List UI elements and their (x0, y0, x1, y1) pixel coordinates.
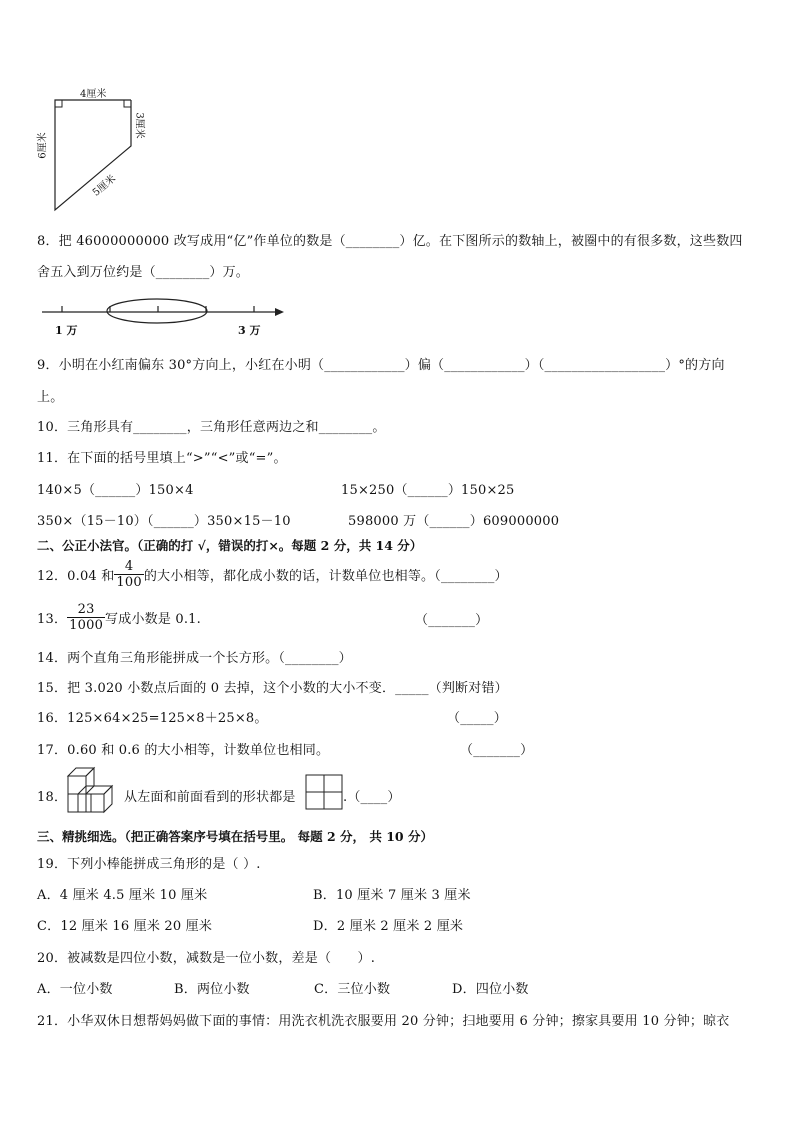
q12-prefix: 12．0.04 和 (37, 568, 115, 584)
q17-answer: （_______） (460, 743, 534, 758)
q12-denominator: 100 (116, 574, 142, 590)
q9-line1: 9．小明在小红南偏东 30°方向上，小红在小明（____________）偏（____________）（__________________）°的方向 (37, 358, 725, 373)
q20-option-a: A．一位小数 (37, 982, 113, 997)
q15-text: 15．把 3.020 小数点后面的 0 去掉，这个小数的大小不变．_____（判断对错） (37, 681, 508, 696)
q11-item-b: 15×250（______）150×25 (341, 483, 515, 498)
q7-right-label: 3厘米 (133, 112, 145, 139)
axis-label-right: 3 万 (238, 324, 261, 337)
q12-numerator: 4 (114, 559, 143, 575)
q11-item-c: 350×（15－10）（______）350×15－10 (37, 514, 291, 529)
q7-top-label: 4厘米 (80, 89, 107, 100)
q18-suffix: .（____） (343, 790, 401, 805)
q7-right-angle-right (124, 100, 131, 107)
section-2-heading: 二、公正小法官。（正确的打 √，错误的打×。每题 2 分，共 14 分） (37, 538, 423, 553)
q8-line2: 舍五入到万位约是（________）万。 (37, 265, 250, 280)
q7-diag-label: 5厘米 (90, 173, 119, 199)
q20-option-b: B．两位小数 (174, 982, 250, 997)
q7-right-angle-left (55, 100, 62, 107)
q19-option-c: C．12 厘米 16 厘米 20 厘米 (37, 919, 213, 934)
q18-view-shape (305, 774, 345, 812)
q20-title: 20．被减数是四位小数，减数是一位小数，差是（ ）. (37, 951, 376, 966)
q7-figure (0, 0, 794, 230)
section-3-heading: 三、精挑细选。（把正确答案序号填在括号里。 每题 2 分， 共 10 分） (37, 829, 433, 844)
q16-answer: （_____） (447, 711, 507, 726)
q13-answer: （_______） (415, 613, 489, 628)
q18-middle: 从左面和前面看到的形状都是 (124, 790, 296, 805)
q14-text: 14．两个直角三角形能拼成一个长方形。（________） (37, 651, 352, 666)
q13-suffix: 写成小数是 0.1. (105, 611, 201, 627)
q11-item-a: 140×5（______）150×4 (37, 483, 194, 498)
q9-line2: 上。 (37, 390, 64, 405)
q13-prefix: 13． (37, 611, 68, 627)
axis-label-left: 1 万 (55, 324, 78, 337)
q13-numerator: 23 (67, 602, 105, 618)
q20-option-c: C．三位小数 (314, 982, 391, 997)
q18-prefix: 18． (37, 790, 68, 805)
q12-suffix: 的大小相等，都化成小数的话，计数单位也相等。（________） (143, 568, 508, 584)
q19-option-b: B．10 厘米 7 厘米 3 厘米 (313, 888, 471, 903)
q10-text: 10．三角形具有________，三角形任意两边之和________。 (37, 420, 386, 435)
q21-text: 21．小华双休日想帮妈妈做下面的事情：用洗衣机洗衣服要用 20 分钟；扫地要用 6 分钟；擦家具要用 10 分钟；晾衣 (37, 1014, 730, 1029)
q11-item-d: 598000 万（______）609000000 (348, 514, 560, 529)
q17-text: 17．0.60 和 0.6 的大小相等，计数单位也相同。 (37, 743, 330, 758)
q20-option-d: D．四位小数 (452, 982, 529, 997)
q19-option-a: A．4 厘米 4.5 厘米 10 厘米 (37, 888, 208, 903)
q12-row (37, 552, 508, 596)
q13-row (37, 596, 201, 638)
q19-option-d: D．2 厘米 2 厘米 2 厘米 (313, 919, 464, 934)
q19-title: 19．下列小棒能拼成三角形的是（ ）. (37, 857, 261, 872)
q7-left-label: 6厘米 (37, 132, 49, 159)
q8-line1: 8．把 46000000000 改写成用“亿”作单位的数是（________）亿。在下图所示的数轴上，被圈中的有很多数，这些数四 (37, 234, 743, 249)
q18-cubes-figure (60, 762, 130, 817)
q16-text: 16．125×64×25=125×8＋25×8。 (37, 711, 268, 726)
q12-fraction (114, 559, 143, 590)
q11-title: 11．在下面的括号里填上“>”“<”或“=”。 (37, 451, 287, 466)
q13-fraction (67, 602, 105, 633)
q13-denominator: 1000 (69, 617, 104, 633)
